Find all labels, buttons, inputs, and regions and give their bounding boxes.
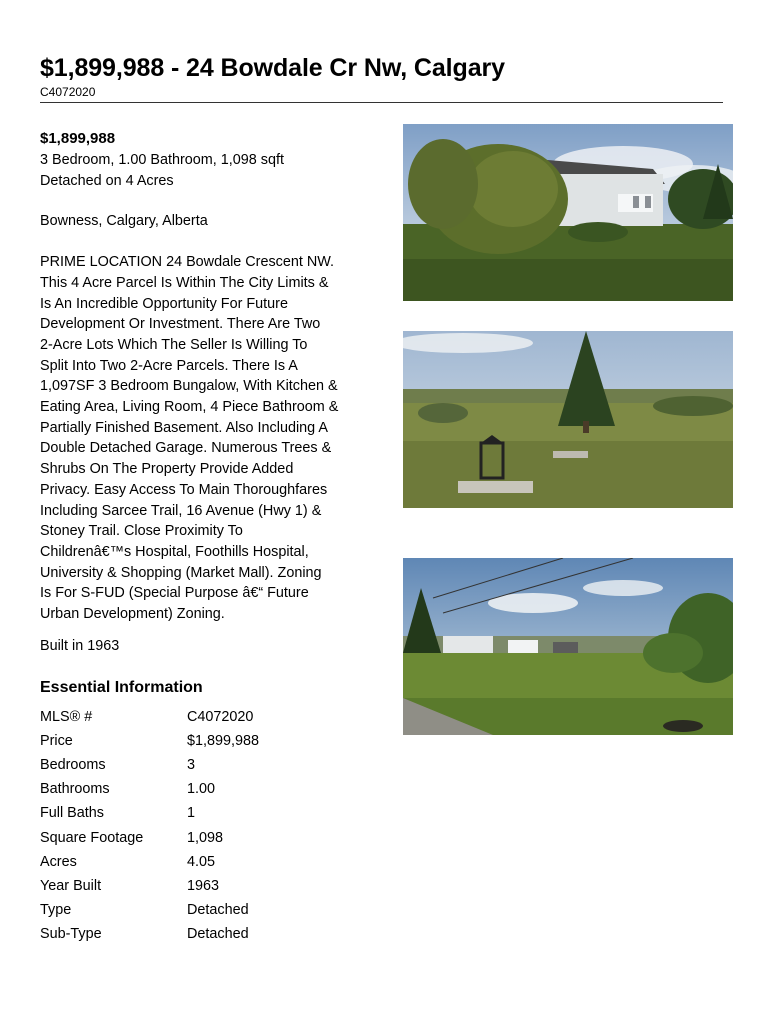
essential-info-row <box>40 874 259 898</box>
listing-price: $1,899,988 <box>40 130 116 147</box>
property-photo-lot[interactable] <box>403 331 733 508</box>
essential-info-heading: Essential Information <box>40 679 203 697</box>
essential-info-row <box>40 704 259 728</box>
mls-number: C4072020 <box>40 85 96 99</box>
property-photo-view[interactable] <box>403 558 733 735</box>
essential-info-value: $1,899,988 <box>187 732 260 749</box>
essential-info-row <box>40 898 259 922</box>
essential-info-row <box>40 825 259 849</box>
listing-type-line: Detached on 4 Acres <box>40 172 174 189</box>
essential-info-label: Acres <box>40 853 77 870</box>
listing-details <box>40 128 375 946</box>
essential-info-value: 1,098 <box>187 829 224 846</box>
essential-info-label: Price <box>40 732 73 749</box>
house-photo-image <box>403 124 733 301</box>
essential-info-value: 4.05 <box>187 853 216 870</box>
page-title: $1,899,988 - 24 Bowdale Cr Nw, Calgary <box>40 54 505 82</box>
essential-info-row <box>40 922 259 946</box>
essential-info-row <box>40 753 259 777</box>
view-photo-image <box>403 558 733 735</box>
essential-info-label: Full Baths <box>40 805 104 822</box>
listing-specs: 3 Bedroom, 1.00 Bathroom, 1,098 sqft <box>40 152 284 168</box>
essential-info-value: C4072020 <box>187 708 254 725</box>
essential-info-label: Type <box>40 902 72 919</box>
essential-info-label: MLS® # <box>40 708 93 725</box>
essential-info-label: Bathrooms <box>40 781 110 798</box>
essential-info-row <box>40 850 259 874</box>
property-photo-house[interactable] <box>403 124 733 301</box>
listing-header <box>40 52 723 100</box>
header-divider <box>40 102 723 103</box>
essential-info-table <box>40 704 259 946</box>
essential-info-row <box>40 801 259 825</box>
essential-info-value: 1963 <box>187 877 220 894</box>
essential-info-value: 1.00 <box>187 781 216 798</box>
essential-info-label: Bedrooms <box>40 756 106 773</box>
listing-location: Bowness, Calgary, Alberta <box>40 213 208 230</box>
essential-info-value: Detached <box>187 902 249 919</box>
year-built-line: Built in 1963 <box>40 637 120 654</box>
essential-info-label: Sub-Type <box>40 926 102 943</box>
essential-info-value: 1 <box>187 805 196 822</box>
essential-info-value: Detached <box>187 926 249 943</box>
lot-photo-image <box>403 331 733 508</box>
listing-description: PRIME LOCATION 24 Bowdale Crescent NW. This 4 Acre Parcel Is Within The City Limits & Is An Incredible Opportunity For Future Development Or Investment. There Are Two 2-Acre Lots Which The Seller Is Willing To Split Into Two 2-Acre Parcels. There Is A 1,097SF 3 Bedroom Bungalow, With Kitchen & Eating Area, Living Room, 4 Piece Bathroom & Partially Finished Basement. Also Including A Double Detached Garage. Numerous Trees & Shrubs On The Property Provide Added Privacy. Easy Access To Main Thoroughfares Including Sarcee Trail, 16 Avenue (Hwy 1) & Stoney Trail. Close Proximity To Childrenâ€™s Hospital, Foothills Hospital, University & Shopping (Market Mall). Zoning Is For S-FUD (Special Purpose â€“ Future Urban Development) Zoning. <box>40 254 339 623</box>
essential-info-value: 3 <box>187 756 196 773</box>
essential-info-row <box>40 777 259 801</box>
essential-info-label: Square Footage <box>40 829 144 846</box>
essential-info-row <box>40 729 259 753</box>
essential-info-label: Year Built <box>40 877 102 894</box>
